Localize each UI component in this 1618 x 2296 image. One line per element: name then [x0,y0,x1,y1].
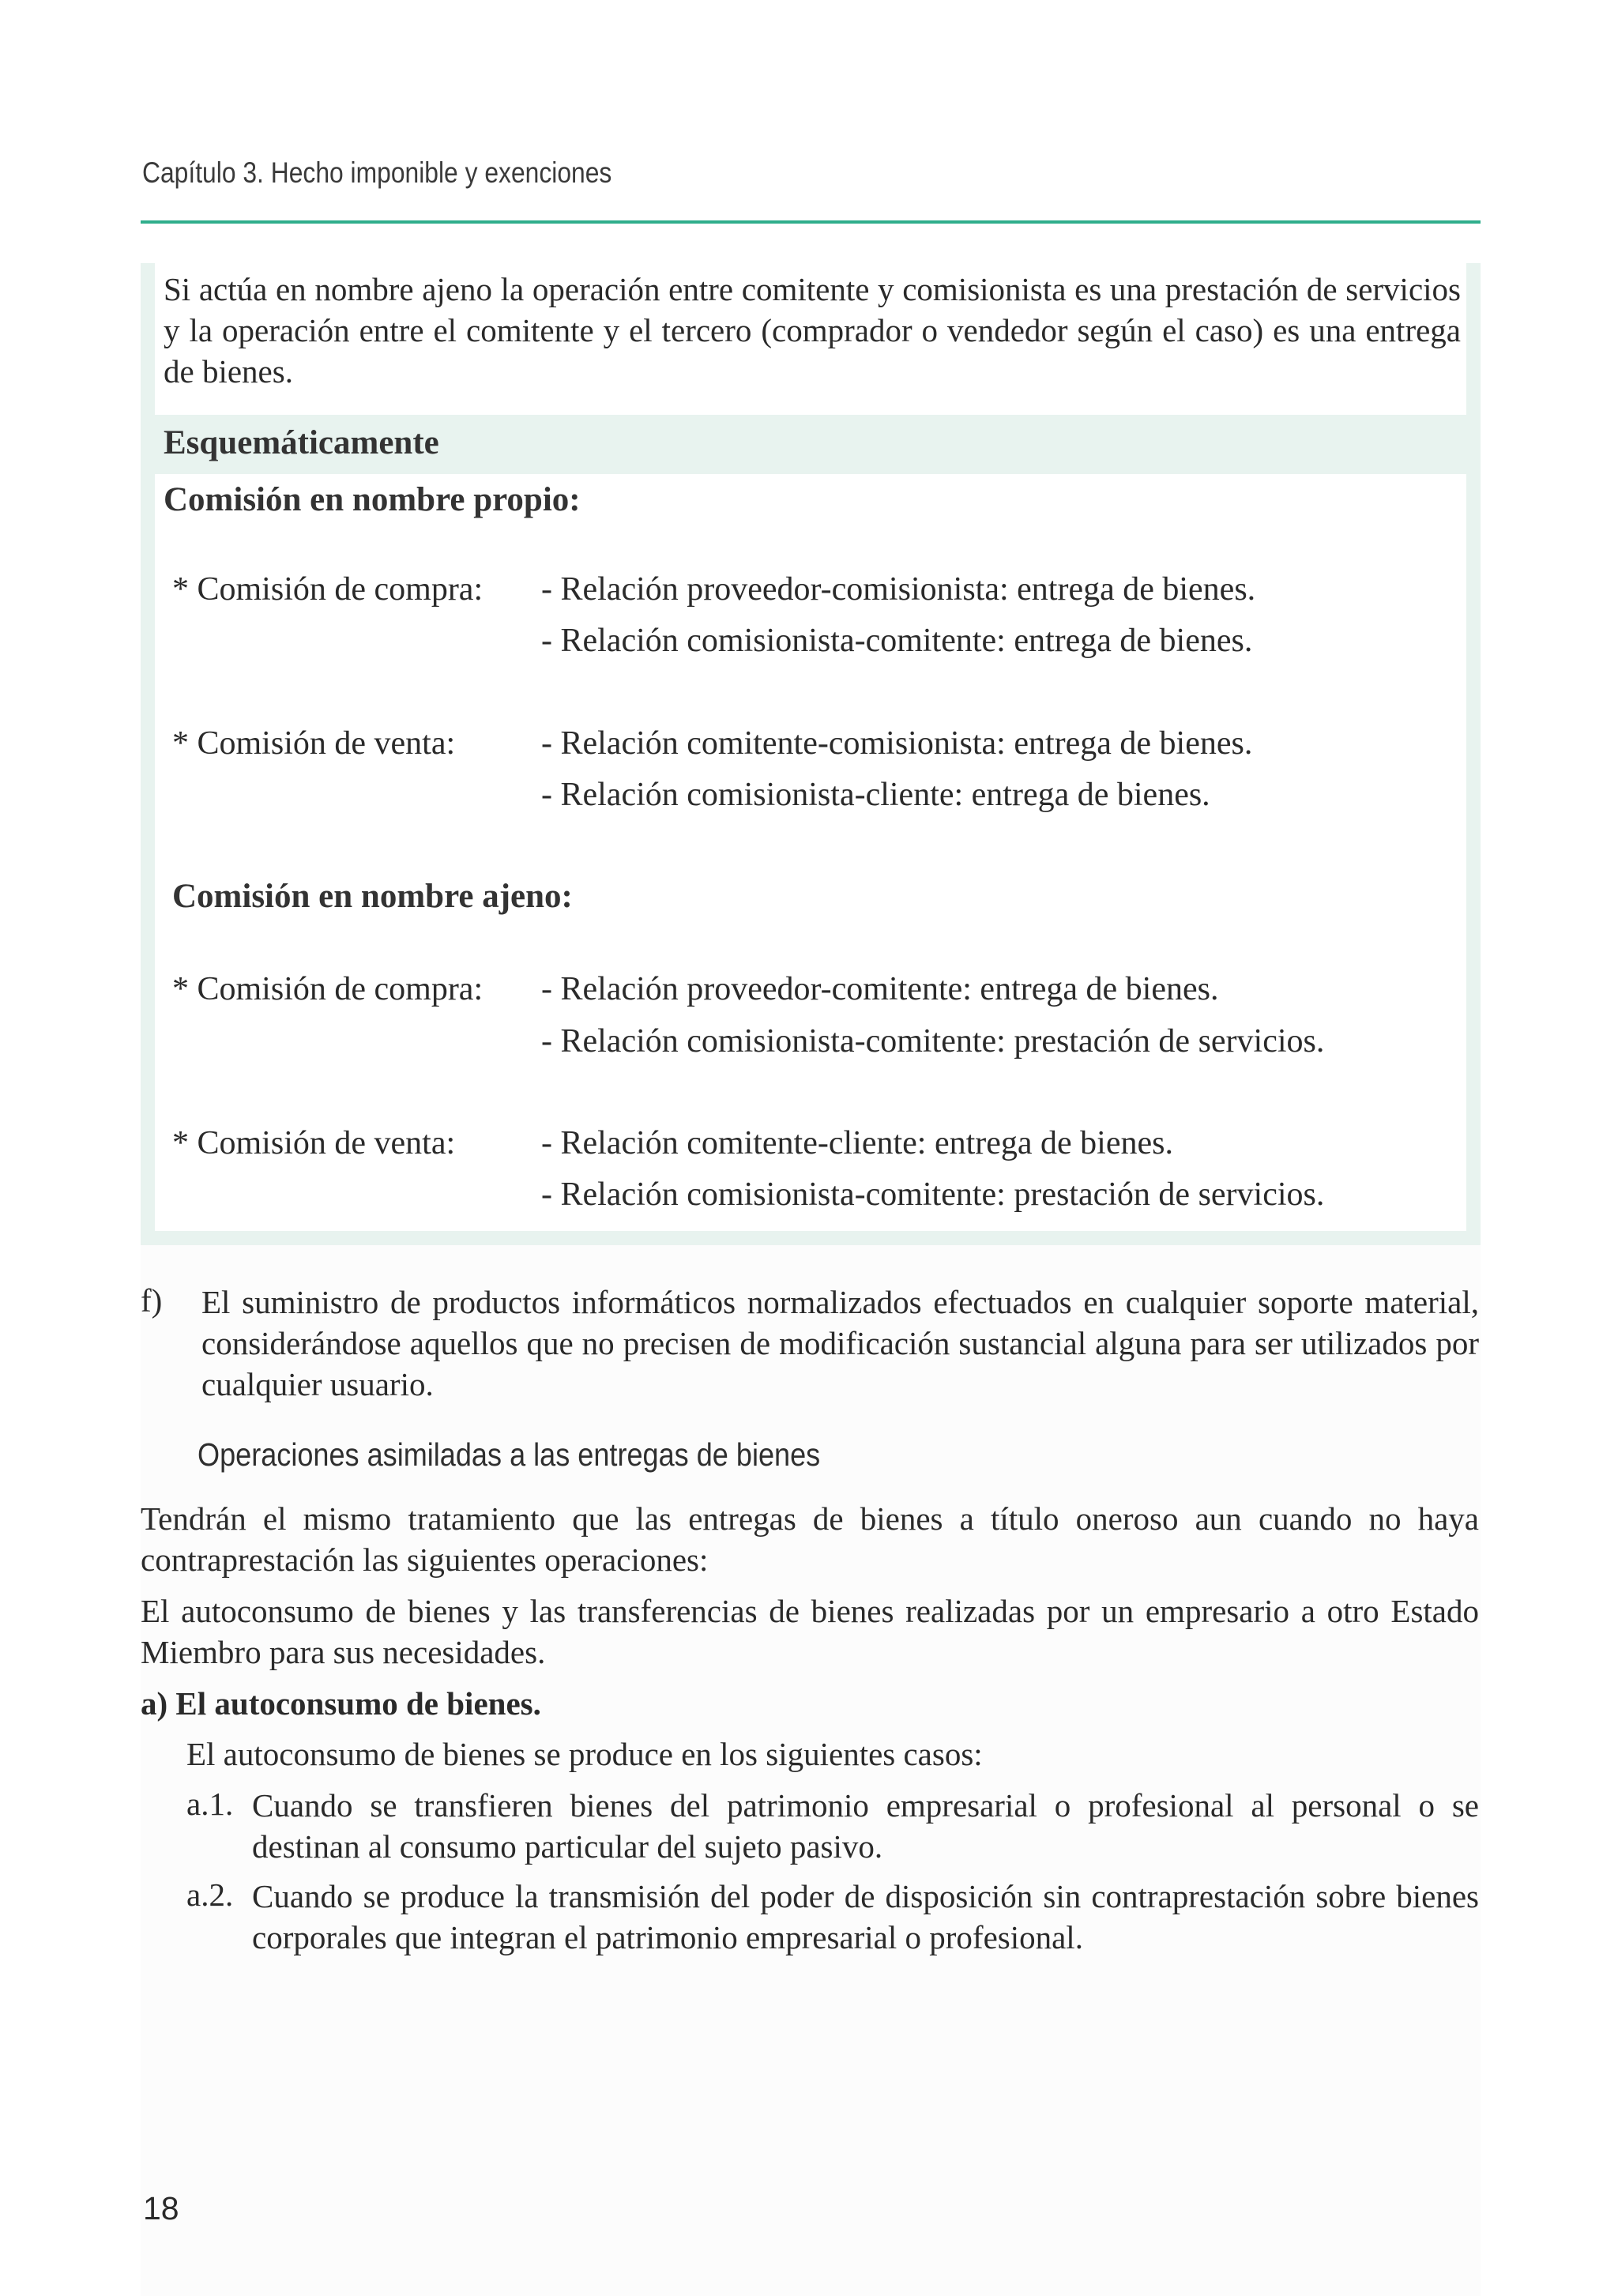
header-rule [141,220,1481,224]
page-number: 18 [143,2190,179,2226]
propio-compra-label: * Comisión de compra: [172,571,484,608]
ajeno-compra-label: * Comisión de compra: [172,971,484,1007]
asimiladas-paragraph-2: El autoconsumo de bienes y las transferencias de bienes realizadas por un empresario a otro Estado Miembro para sus necesidades. [141,1593,1479,1670]
ajeno-venta-label: * Comisión de venta: [172,1125,456,1161]
case-a2-marker: a.2. [186,1876,234,1913]
case-a2-text: Cuando se produce la transmisión del poder de disposición sin contraprestación sobre bienes corporales que integran el patrimonio empresarial o profesional. [252,1878,1479,1955]
ajeno-venta-line-1: - Relación comitente-cliente: entrega de bienes. [541,1125,1173,1161]
ajeno-compra-line-1: - Relación proveedor-comitente: entrega de bienes. [541,971,1219,1007]
box-intro-paragraph: Si actúa en nombre ajeno la operación entre comitente y comisionista es una prestación de servicios y la operación entre el comitente y el tercero (comprador o vendedor según el caso) es una entrega de bienes. [164,271,1461,390]
propio-heading: Comisión en nombre propio: [164,481,581,518]
propio-venta-line-2: - Relación comisionista-cliente: entrega de bienes. [541,777,1210,813]
propio-compra-line-2: - Relación comisionista-comitente: entrega de bienes. [541,623,1253,659]
case-a1-marker: a.1. [186,1786,234,1822]
propio-venta-label: * Comisión de venta: [172,725,456,762]
asimiladas-paragraph-1: Tendrán el mismo tratamiento que las entregas de bienes a título oneroso aun cuando no haya contraprestación las siguientes operaciones: [141,1500,1479,1578]
autoconsumo-heading: a) El autoconsumo de bienes. [141,1685,541,1722]
propio-compra-line-1: - Relación proveedor-comisionista: entrega de bienes. [541,571,1256,608]
asimiladas-heading: Operaciones asimiladas a las entregas de bienes [198,1436,821,1473]
ajeno-venta-line-2: - Relación comisionista-comitente: prestación de servicios. [541,1176,1325,1213]
box-title: Esquemáticamente [164,424,439,461]
item-f-text: El suministro de productos informáticos normalizados efectuados en cualquier soporte material, considerándose aquellos que no precisen de modificación sustancial alguna para ser utilizados por cualquier usuario. [201,1284,1479,1402]
running-header: Capítulo 3. Hecho imponible y exenciones [142,156,612,189]
case-a1-text: Cuando se transfieren bienes del patrimonio empresarial o profesional al personal o se destinan al consumo particular del sujeto pasivo. [252,1787,1479,1865]
item-f-marker: f) [141,1282,163,1319]
ajeno-compra-line-2: - Relación comisionista-comitente: prestación de servicios. [541,1023,1325,1060]
propio-venta-line-1: - Relación comitente-comisionista: entrega de bienes. [541,725,1253,762]
autoconsumo-intro: El autoconsumo de bienes se produce en los siguientes casos: [186,1736,983,1772]
ajeno-heading: Comisión en nombre ajeno: [172,878,573,915]
